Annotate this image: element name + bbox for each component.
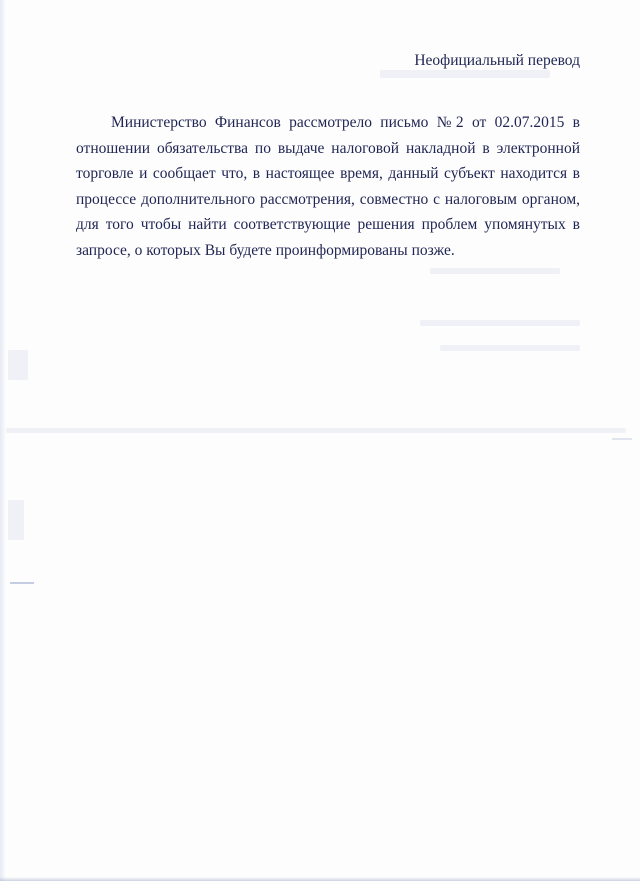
scan-edge-bottom (0, 877, 640, 881)
document-header: Неофициальный перевод (414, 52, 580, 69)
scan-tick-mark (10, 582, 34, 584)
show-through-mark (430, 268, 560, 274)
show-through-mark (8, 350, 28, 380)
show-through-mark (420, 320, 580, 326)
show-through-mark (380, 70, 550, 78)
show-through-mark (440, 345, 580, 351)
scan-edge-left (0, 0, 6, 881)
document-body-paragraph: Министерство Финансов рассмотрело письмо №2 от 02.07.2015 в отношении обязательства по выдаче налоговой накладной в электронной торговле и сообщает что, в настоящее время, данный субъект находится в процессе дополнительного рассмотрения, совместно с налоговым органом, для того чтобы найти соответствующие решения проблем упомянутых в запросе, о которых Вы будете проинформированы позже. (76, 114, 580, 259)
scan-tick-mark (612, 438, 632, 440)
show-through-mark (6, 428, 626, 433)
show-through-mark (8, 500, 24, 540)
